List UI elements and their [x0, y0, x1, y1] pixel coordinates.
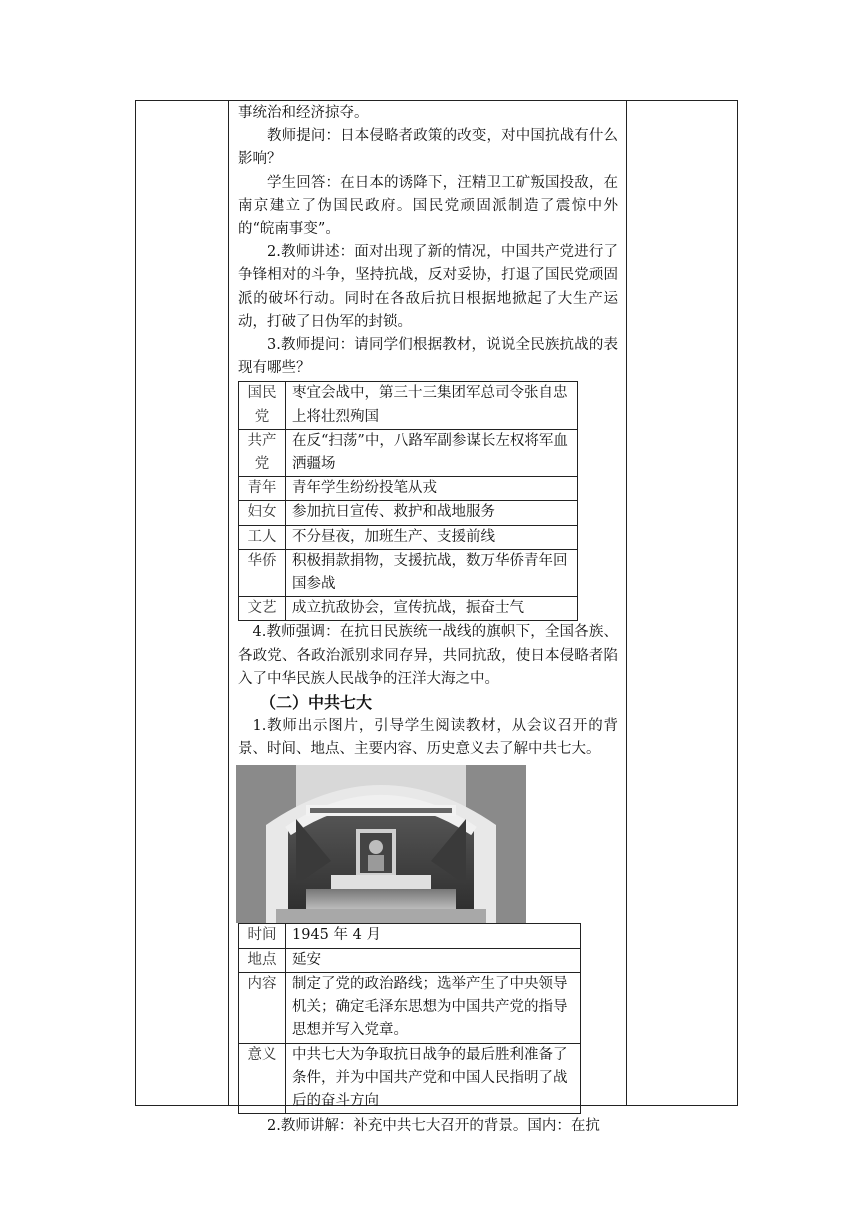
- paragraph: 3.教师提问：请同学们根据教材，说说全民族抗战的表现有哪些？: [238, 337, 618, 377]
- table-row: [239, 501, 578, 525]
- table-cell-desc: 青年学生纷纷投笔从戎: [286, 477, 578, 501]
- seventh-congress-photo: [236, 765, 526, 923]
- table-cell-value: 制定了党的政治路线；选举产生了中央领导机关；确定毛泽东思想为中国共产党的指导思想并写入党章。: [286, 972, 581, 1043]
- paragraph: 教师提问：日本侵略者政策的改变，对中国抗战有什么影响？: [238, 128, 618, 168]
- resistance-table: [238, 381, 578, 621]
- paragraph: 学生回答：在日本的诱降下，汪精卫工矿叛国投敌，在南京建立了伪国民政府。国民党顽固派制造了震惊中外的“皖南事变”。: [238, 174, 618, 238]
- column-divider-left: [228, 100, 229, 1106]
- column-divider-right: [626, 100, 627, 1106]
- table-cell-group: 工人: [239, 525, 286, 549]
- paragraph: 事统治和经济掠夺。: [238, 105, 369, 121]
- table-row: [239, 477, 578, 501]
- table-cell-key: 地点: [239, 948, 286, 972]
- table-row: [239, 972, 581, 1043]
- congress-table: [238, 923, 581, 1114]
- table-cell-value: 中共七大为争取抗日战争的最后胜利准备了条件，并为中国共产党和中国人民指明了战后的奋斗方向: [286, 1043, 581, 1114]
- table-cell-key: 意义: [239, 1043, 286, 1114]
- table-row: [239, 1043, 581, 1114]
- table-cell-group: 华侨: [239, 549, 286, 596]
- table-row: [239, 948, 581, 972]
- table-row: [239, 924, 581, 948]
- paragraph: 2.教师讲解：补充中共七大召开的背景。国内：在抗: [267, 1118, 600, 1135]
- table-cell-group: 文艺: [239, 597, 286, 621]
- section-heading: （二）中共七大: [260, 693, 373, 713]
- table-row: [239, 382, 578, 429]
- table-cell-group: 国民党: [239, 382, 286, 429]
- table-cell-group: 青年: [239, 477, 286, 501]
- table-row: [239, 549, 578, 596]
- table-cell-desc: 在反“扫荡”中，八路军副参谋长左权将军血洒疆场: [286, 429, 578, 476]
- table-cell-desc: 参加抗日宣传、救护和战地服务: [286, 501, 578, 525]
- paragraph: 2.教师讲述：面对出现了新的情况，中国共产党进行了争锋相对的斗争，坚持抗战，反对妥协，打退了国民党顽固派的破坏行动。同时在各敌后抗日根据地掀起了大生产运动，打破了日伪军的封锁。: [238, 244, 618, 330]
- table-cell-desc: 成立抗敌协会，宣传抗战，振奋士气: [286, 597, 578, 621]
- table-cell-desc: 枣宜会战中，第三十三集团军总司令张自忠上将壮烈殉国: [286, 382, 578, 429]
- table-cell-desc: 积极捐款捐物，支援抗战，数万华侨青年回国参战: [286, 549, 578, 596]
- table-cell-key: 内容: [239, 972, 286, 1043]
- table-cell-desc: 不分昼夜，加班生产、支援前线: [286, 525, 578, 549]
- table-row: [239, 429, 578, 476]
- table-cell-group: 妇女: [239, 501, 286, 525]
- table-cell-group: 共产党: [239, 429, 286, 476]
- table-row: [239, 597, 578, 621]
- table-cell-value: 1945 年 4 月: [286, 924, 581, 948]
- table-cell-key: 时间: [239, 924, 286, 948]
- lesson-content: [238, 102, 618, 1138]
- paragraph: 1.教师出示图片，引导学生阅读教材，从会议召开的背景、时间、地点、主要内容、历史意义去了解中共七大。: [238, 718, 618, 758]
- table-cell-value: 延安: [286, 948, 581, 972]
- paragraph: 4.教师强调：在抗日民族统一战线的旗帜下，全国各族、各政党、各政治派别求同存异，共同抗敌，使日本侵略者陷入了中华民族人民战争的汪洋大海之中。: [238, 624, 618, 687]
- table-row: [239, 525, 578, 549]
